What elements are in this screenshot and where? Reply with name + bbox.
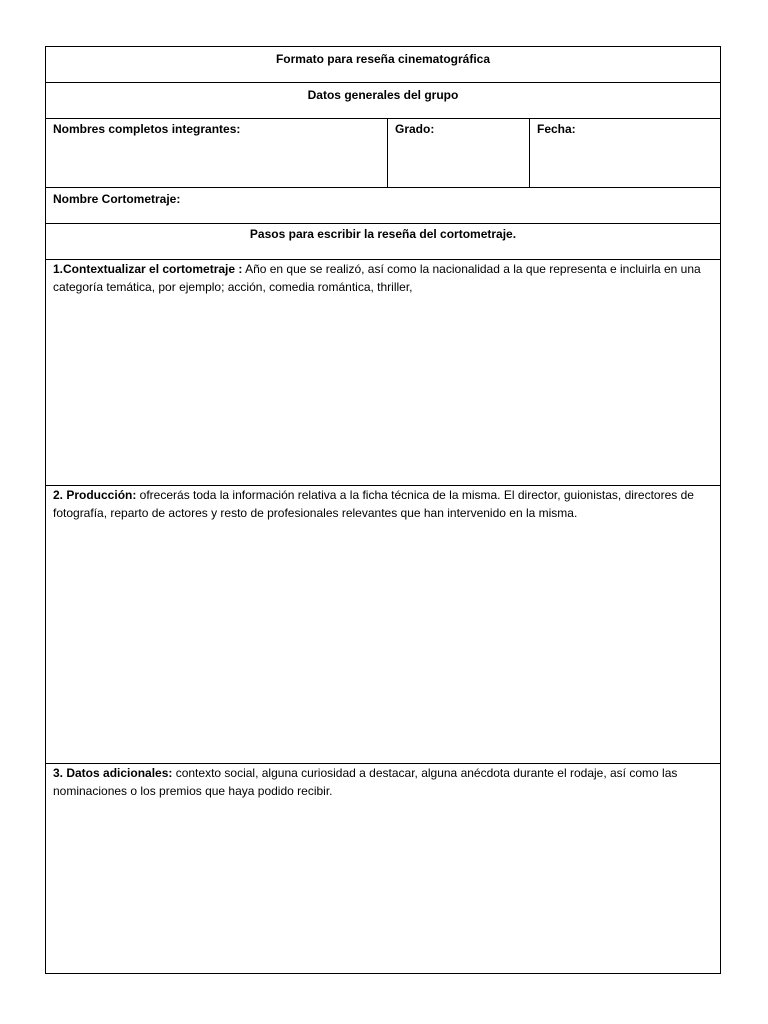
short-film-row <box>46 188 720 224</box>
step-text: ofrecerás toda la información relativa a la ficha técnica de la misma. El director, guionistas, directores de fotografía, reparto de actores y resto de profesionales relevantes que han intervenido en la misma. <box>53 488 694 520</box>
step-text: contexto social, alguna curiosidad a destacar, alguna anécdota durante el rodaje, así como las nominaciones o los premios que haya podido recibir. <box>53 766 678 798</box>
step-row <box>46 486 720 764</box>
step-label: 2. Producción: <box>53 488 137 502</box>
step-label: 1.Contextualizar el cortometraje : <box>53 262 243 276</box>
step-row <box>46 764 720 973</box>
short-film-field[interactable] <box>46 188 720 223</box>
title-row <box>46 47 720 83</box>
form-title: Formato para reseña cinematográfica <box>275 52 491 66</box>
review-form <box>45 46 721 974</box>
group-info-row <box>46 119 720 188</box>
date-label: Fecha: <box>537 122 576 136</box>
general-data-header: Datos generales del grupo <box>307 88 459 102</box>
short-film-label: Nombre Cortometraje: <box>53 192 181 206</box>
steps-header: Pasos para escribir la reseña del cortometraje. <box>249 227 517 241</box>
members-field[interactable] <box>46 119 387 187</box>
step-production-field[interactable] <box>46 486 720 763</box>
grade-label: Grado: <box>395 122 435 136</box>
step-additional-field[interactable] <box>46 764 720 973</box>
date-field[interactable] <box>529 119 720 187</box>
general-header-row <box>46 83 720 119</box>
step-label: 3. Datos adicionales: <box>53 766 173 780</box>
step-row <box>46 260 720 486</box>
step-text: Año en que se realizó, así como la nacionalidad a la que representa e incluirla en una categoría temática, por ejemplo; acción, comedia romántica, thriller, <box>53 262 701 294</box>
step-context-field[interactable] <box>46 260 720 485</box>
grade-field[interactable] <box>387 119 529 187</box>
steps-header-row <box>46 224 720 260</box>
members-label: Nombres completos integrantes: <box>53 122 241 136</box>
